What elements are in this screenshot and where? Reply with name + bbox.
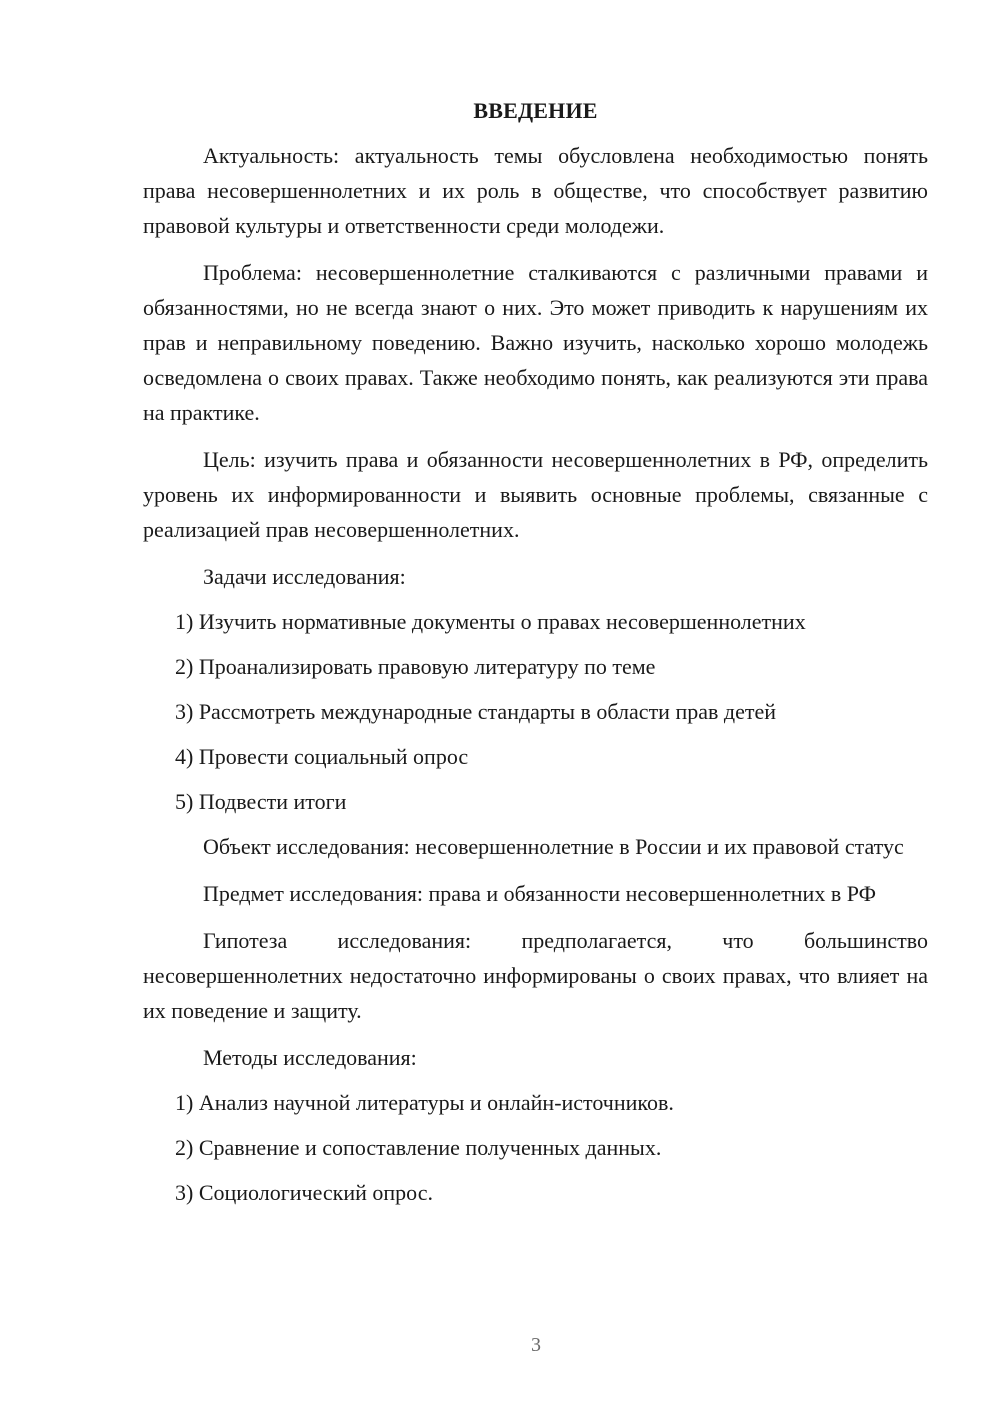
paragraph-subject: Предмет исследования: права и обязанности несовершеннолетних в РФ <box>203 881 876 906</box>
tasks-list <box>143 604 928 819</box>
list-item: 1) Изучить нормативные документы о правах несовершеннолетних <box>175 609 806 634</box>
list-item: 3) Рассмотреть международные стандарты в области прав детей <box>175 699 776 724</box>
list-item: 2) Сравнение и сопоставление полученных данных. <box>175 1135 662 1160</box>
paragraph-hypothesis: Гипотеза исследования: предполагается, что большинство несовершеннолетних недостаточно информированы о своих правах, что влияет на их поведение и защиту. <box>143 928 928 1023</box>
methods-heading: Методы исследования: <box>203 1045 417 1070</box>
list-item: 3) Социологический опрос. <box>175 1180 433 1205</box>
tasks-heading: Задачи исследования: <box>203 564 406 589</box>
section-title: ВВЕДЕНИЕ <box>473 98 598 123</box>
methods-list <box>143 1085 928 1210</box>
paragraph-problem: Проблема: несовершеннолетние сталкиваются с различными правами и обязанностями, но не всегда знают о них. Это может приводить к нарушениям их прав и неправильному поведению. Важно изучить, насколько хорошо молодежь осведомлена о своих правах. Также необходимо понять, как реализуются эти права на практике. <box>143 260 928 425</box>
list-item: 2) Проанализировать правовую литературу по теме <box>175 654 656 679</box>
paragraph-relevance: Актуальность: актуальность темы обусловлена необходимостью понять права несовершеннолетних и их роль в обществе, что способствует развитию правовой культуры и ответственности среди молодежи. <box>143 143 928 238</box>
list-item: 1) Анализ научной литературы и онлайн-источников. <box>175 1090 674 1115</box>
list-item: 4) Провести социальный опрос <box>175 744 469 769</box>
list-item: 5) Подвести итоги <box>175 789 347 814</box>
paragraph-object: Объект исследования: несовершеннолетние в России и их правовой статус <box>203 834 904 859</box>
page-number: 3 <box>531 1334 541 1356</box>
document-page <box>143 96 928 1220</box>
paragraph-goal: Цель: изучить права и обязанности несовершеннолетних в РФ, определить уровень их информированности и выявить основные проблемы, связанные с реализацией прав несовершеннолетних. <box>143 447 928 542</box>
